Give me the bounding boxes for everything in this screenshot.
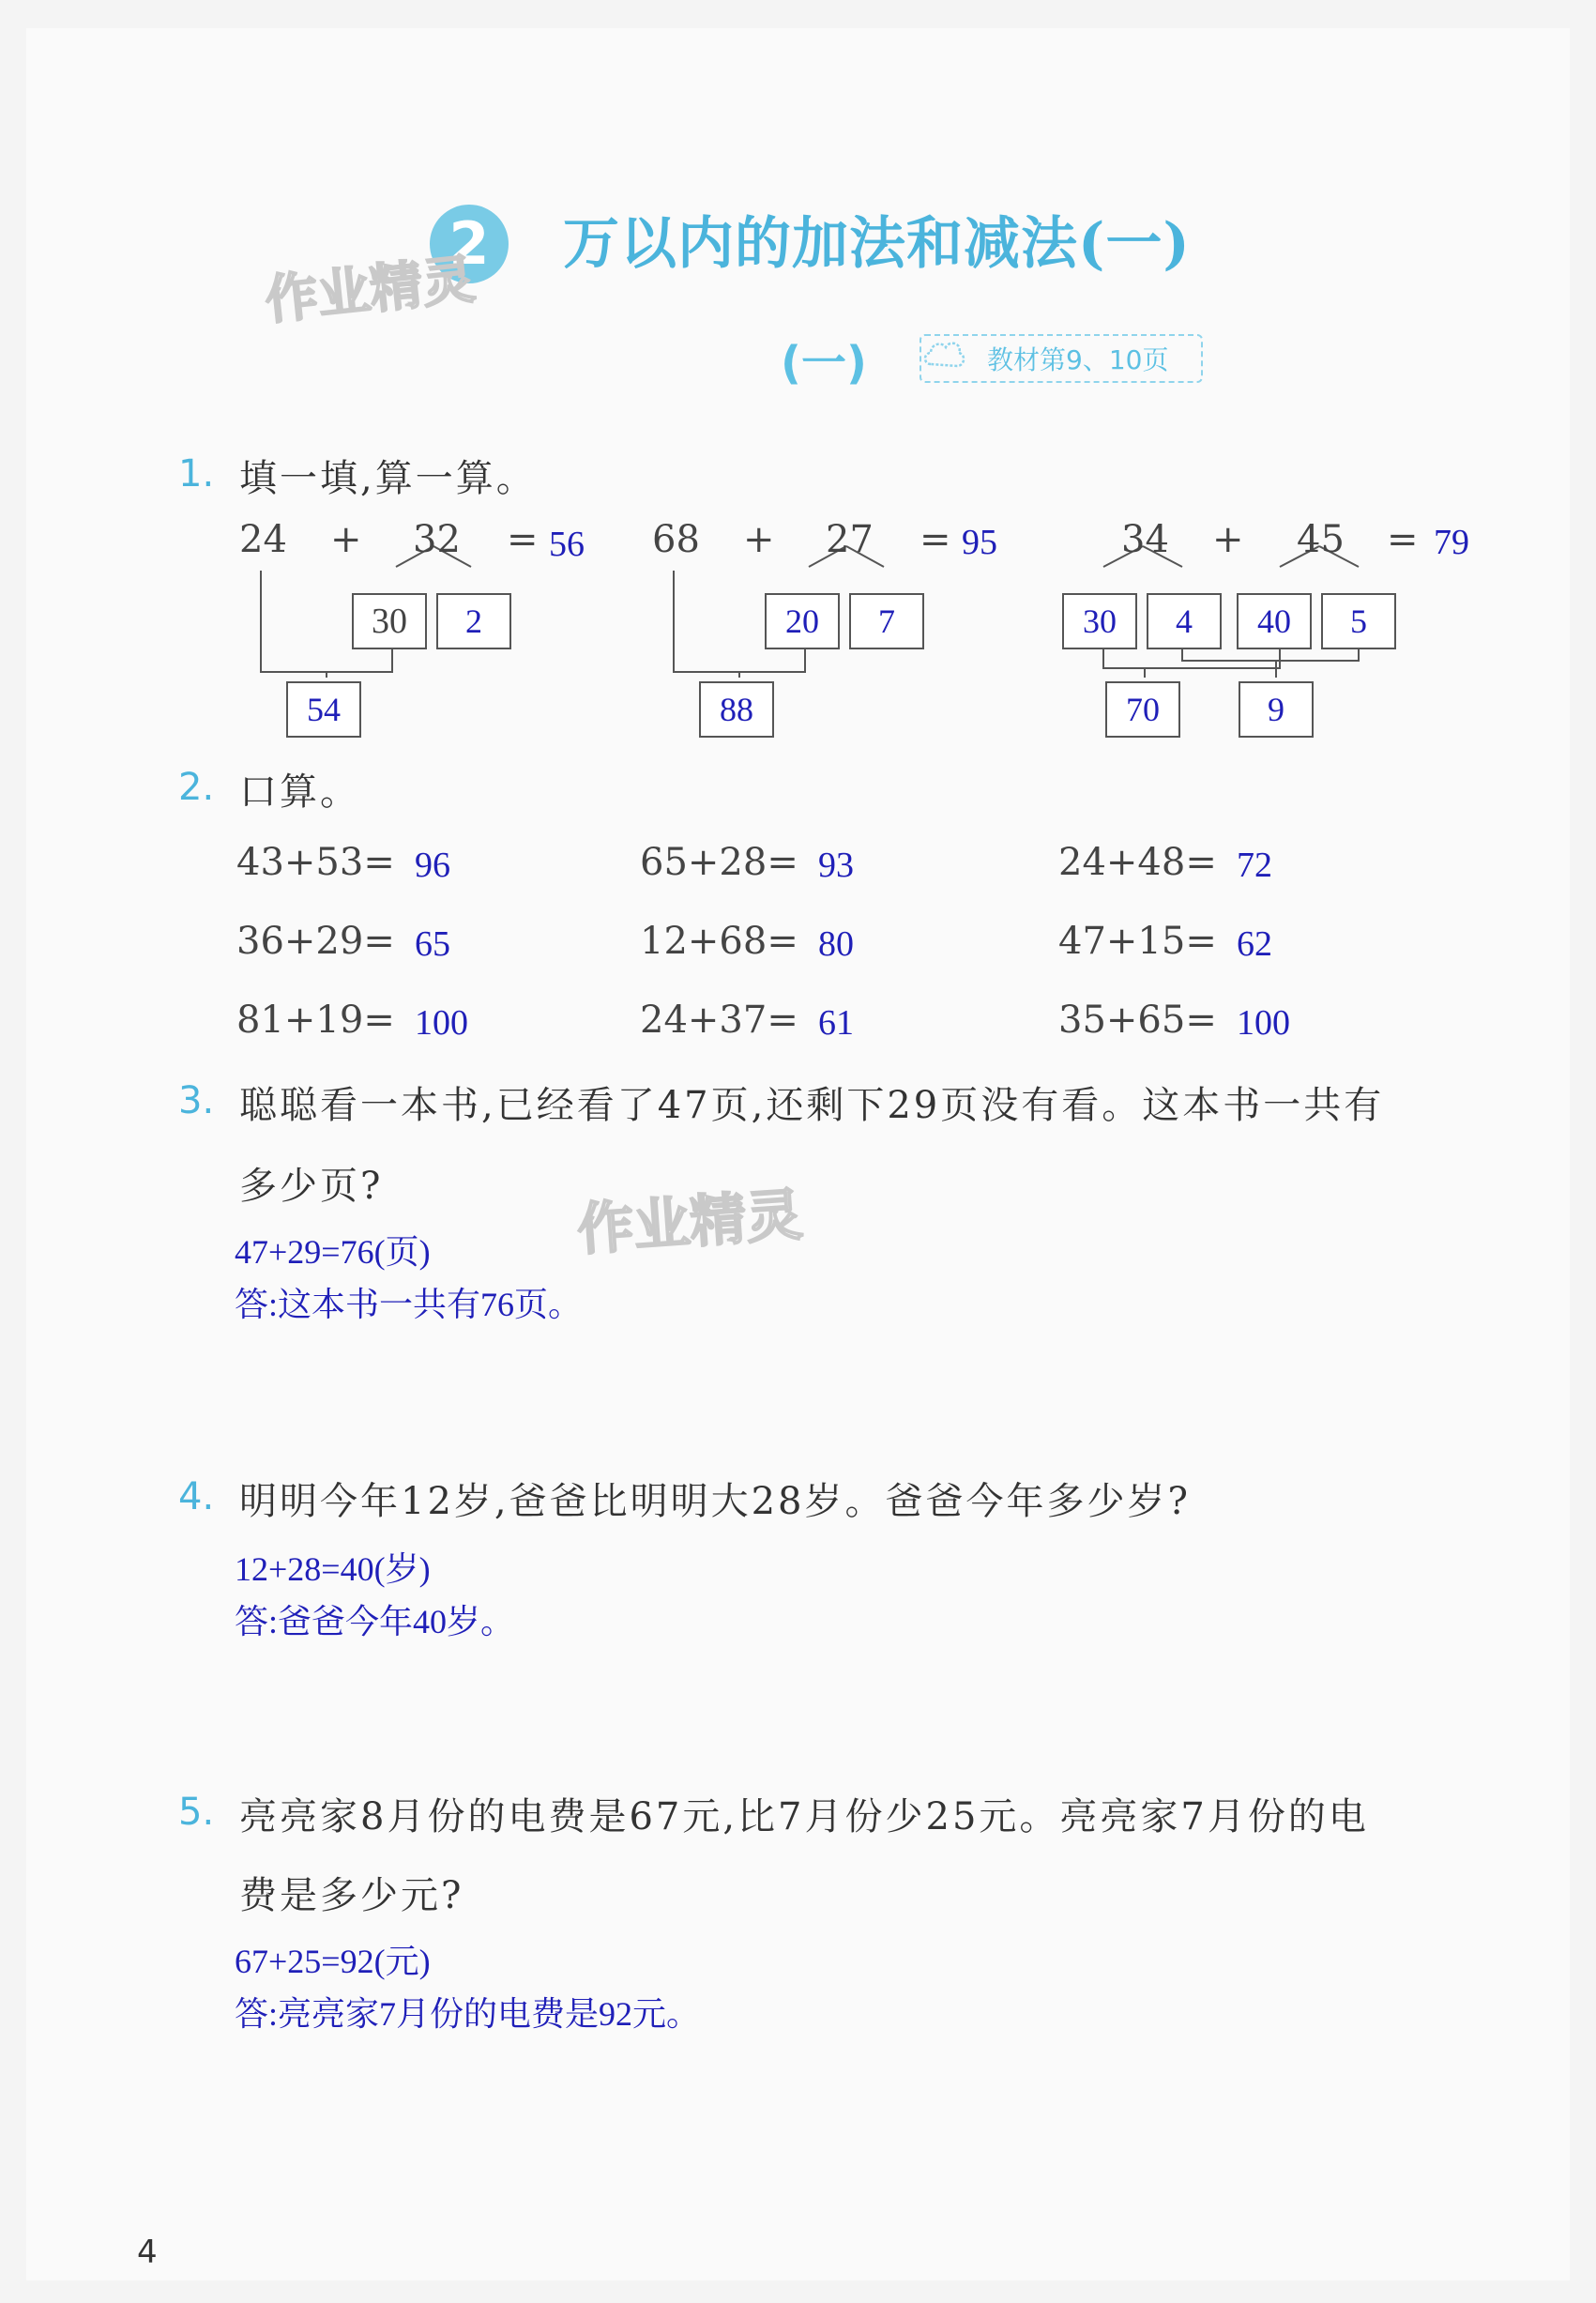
- q2-expr: 81+19=: [236, 999, 395, 1042]
- q2-expr: 12+68=: [640, 920, 798, 963]
- q2-expr: 47+15=: [1058, 920, 1217, 963]
- p1-split-ones[interactable]: 2: [436, 593, 511, 649]
- p3-plus: +: [1212, 518, 1244, 561]
- p3-tens-sum[interactable]: 70: [1105, 681, 1180, 738]
- p3-addend-a: 34: [1121, 518, 1169, 561]
- q4-question: 明明今年12岁,爸爸比明明大28岁。爸爸今年多少岁?: [239, 1480, 1191, 1523]
- p2-partial-sum[interactable]: 88: [699, 681, 774, 738]
- p1-result: 56: [549, 525, 585, 564]
- p3-ones-sum[interactable]: 9: [1239, 681, 1314, 738]
- q2-answer: 80: [818, 924, 854, 964]
- q2-answer: 93: [818, 846, 854, 885]
- q2-answer: 96: [415, 846, 450, 885]
- watermark: 作业精灵: [262, 249, 479, 332]
- q2-answer: 72: [1237, 846, 1272, 885]
- q2-instruction: 口算。: [239, 770, 360, 814]
- q1-instruction: 填一填,算一算。: [239, 457, 537, 500]
- p3-split-a-tens[interactable]: 30: [1062, 593, 1137, 649]
- q2-answer: 100: [415, 1003, 468, 1043]
- section-label: (一): [781, 337, 867, 389]
- q2-answer: 61: [818, 1003, 854, 1043]
- p3-split-a-ones[interactable]: 4: [1147, 593, 1222, 649]
- q5-number: 5.: [178, 1791, 215, 1834]
- q2-expr: 43+53=: [236, 841, 395, 884]
- q2-expr: 65+28=: [640, 841, 798, 884]
- unit-title: 万以内的加法和减法(一): [563, 211, 1191, 277]
- q4-answer-text: 答:爸爸今年40岁。: [235, 1603, 515, 1640]
- p3-ones-lines: [1182, 649, 1359, 661]
- q2-expr: 35+65=: [1058, 999, 1217, 1042]
- page-number: 4: [137, 2234, 158, 2271]
- q3-answer-calc: 47+29=76(页): [235, 1233, 431, 1271]
- p3-equals: =: [1387, 518, 1419, 561]
- p1-partial-sum[interactable]: 54: [286, 681, 361, 738]
- textbook-ref-text: 教材第9、10页: [987, 344, 1169, 375]
- q2-expr: 36+29=: [236, 920, 395, 963]
- q3-question-line2: 多少页?: [239, 1165, 384, 1208]
- p3-addend-b: 45: [1297, 518, 1345, 561]
- p2-split-tens[interactable]: 20: [765, 593, 840, 649]
- p3-result: 79: [1434, 523, 1469, 562]
- q2-answer: 62: [1237, 924, 1272, 964]
- q1-number: 1.: [178, 452, 215, 496]
- q5-question-line2: 费是多少元?: [239, 1874, 464, 1917]
- p1-split-tens: 30: [352, 593, 427, 649]
- p1-addend-b: 32: [413, 518, 461, 561]
- p2-addend-b: 27: [826, 518, 874, 561]
- p2-split-ones[interactable]: 7: [849, 593, 924, 649]
- q2-answer: 100: [1237, 1003, 1290, 1043]
- q5-answer-calc: 67+25=92(元): [235, 1943, 431, 1980]
- q3-number: 3.: [178, 1079, 215, 1122]
- q2-expr: 24+48=: [1058, 841, 1217, 884]
- p2-addend-a: 68: [652, 518, 700, 561]
- p3-split-b-tens[interactable]: 40: [1237, 593, 1312, 649]
- q3-answer-text: 答:这本书一共有76页。: [235, 1286, 583, 1323]
- p1-addend-a: 24: [239, 518, 287, 561]
- q2-expr: 24+37=: [640, 999, 798, 1042]
- p2-result: 95: [962, 523, 997, 562]
- p3-split-b-ones[interactable]: 5: [1321, 593, 1396, 649]
- p3-tens-lines: [1103, 649, 1280, 668]
- q4-answer-calc: 12+28=40(岁): [235, 1550, 431, 1588]
- q4-number: 4.: [178, 1475, 215, 1518]
- p2-equals: =: [920, 518, 951, 561]
- q5-question-line1: 亮亮家8月份的电费是67元,比7月份少25元。亮亮家7月份的电: [239, 1795, 1369, 1838]
- q5-answer-text: 答:亮亮家7月份的电费是92元。: [235, 1995, 701, 2033]
- p1-plus: +: [330, 518, 362, 561]
- q2-answer: 65: [415, 924, 450, 964]
- watermark: 作业精灵: [575, 1182, 805, 1264]
- unit-number-badge: 2: [430, 205, 509, 283]
- p1-equals: =: [507, 518, 539, 561]
- p2-plus: +: [743, 518, 775, 561]
- q2-number: 2.: [178, 766, 215, 809]
- q3-question-line1: 聪聪看一本书,已经看了47页,还剩下29页没有看。这本书一共有: [239, 1084, 1385, 1127]
